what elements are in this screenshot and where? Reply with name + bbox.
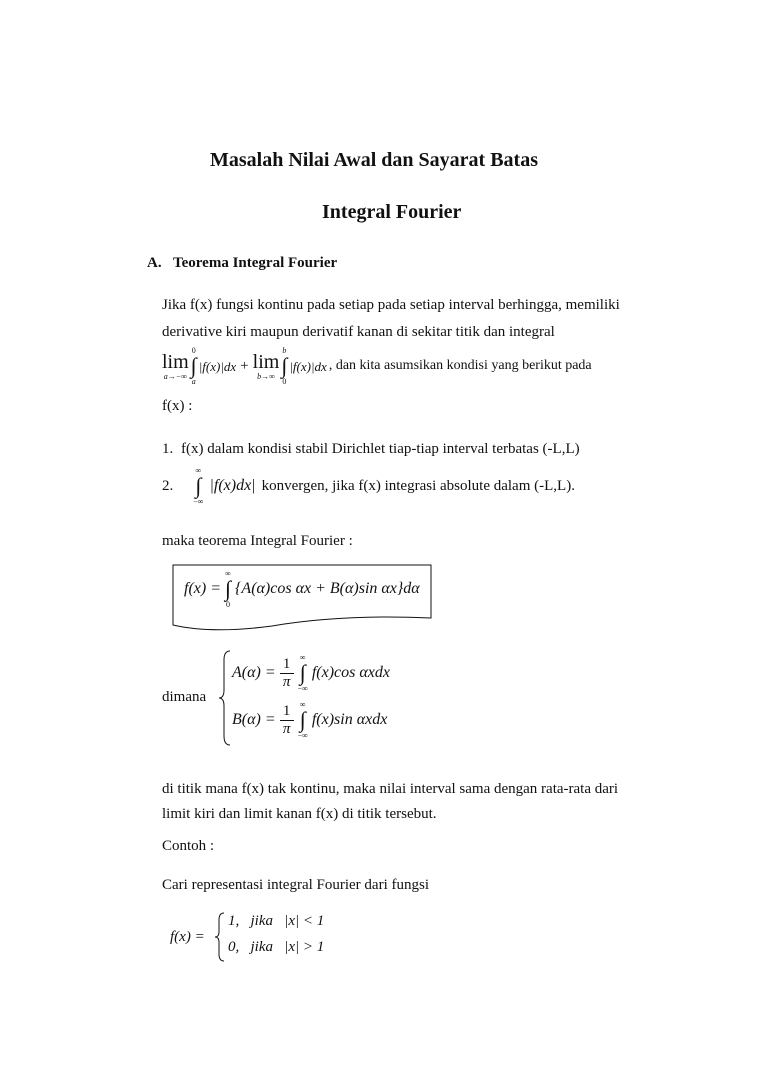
fraction-num: 1 [282, 702, 291, 719]
integral-sign: ∫ [225, 576, 232, 601]
fraction-num: 1 [282, 655, 291, 672]
integral-upper: ∞ [195, 466, 202, 475]
limit-block [162, 352, 189, 381]
piecewise-case-2: 0, jika |x| > 1 [228, 939, 325, 955]
integral-lower: 0 [226, 600, 231, 609]
limit-block [253, 352, 280, 381]
condition-text: konvergen, jika f(x) integrasi absolute dalam (-L,L). [261, 477, 575, 494]
contoh-label: Contoh : [162, 838, 215, 854]
coef-a-rhs: f(x)cos αxdx [311, 664, 390, 681]
section-heading: Teorema Integral Fourier [173, 255, 338, 271]
limit-integral-expression [162, 346, 592, 386]
piecewise-lhs: f(x) = [170, 929, 205, 945]
fraction-den: π [282, 720, 291, 737]
section-marker: A. [147, 255, 162, 271]
lim-text: lim [252, 350, 280, 373]
fraction [280, 657, 294, 690]
condition-text: f(x) dalam kondisi stabil Dirichlet tiap-tiap interval terbatas (-L,L) [181, 441, 580, 457]
paragraph-text: , dan kita asumsikan kondisi yang berikut pada [328, 358, 592, 373]
integral-upper: ∞ [299, 700, 306, 709]
coef-a-lhs: A(α) = [232, 664, 276, 681]
integral-upper: b [282, 346, 287, 355]
integral-block [298, 700, 308, 740]
integral-lower: 0 [282, 377, 287, 386]
coef-b-lhs: B(α) = [232, 711, 276, 728]
plus-sign: + [240, 357, 249, 374]
coef-b-formula [232, 700, 387, 740]
integral-block [191, 346, 197, 386]
paragraph-line: limit kiri dan limit kanan f(x) di titik tersebut. [162, 806, 437, 822]
integral-block [281, 346, 287, 386]
integral-block [193, 466, 203, 506]
integral-upper: 0 [191, 346, 196, 355]
task-text: Cari representasi integral Fourier dari fungsi [162, 877, 429, 893]
integral-lower: −∞ [193, 497, 204, 506]
dimana-label: dimana [162, 689, 207, 705]
piecewise-case-1: 1, jika |x| < 1 [228, 913, 325, 929]
fraction [280, 704, 294, 737]
integral-block [298, 653, 308, 693]
condition-2 [162, 466, 575, 506]
paragraph-line: f(x) : [162, 398, 193, 414]
integrand: |f(x)|dx [289, 358, 327, 374]
theorem-formula [184, 569, 420, 609]
left-brace [214, 912, 226, 962]
integral-sign: ∫ [195, 473, 202, 498]
coef-b-rhs: f(x)sin αxdx [311, 711, 388, 728]
integral-lower: −∞ [297, 731, 308, 740]
fraction-den: π [282, 673, 291, 690]
condition-number: 1. [162, 441, 174, 457]
integral-sign: ∫ [299, 707, 306, 732]
integral-upper: ∞ [299, 653, 306, 662]
theorem-rhs: {A(α)cos αx + B(α)sin αx}dα [235, 580, 420, 597]
integral-lower: a [191, 377, 196, 386]
integrand: |f(x)|dx [198, 358, 237, 374]
integral-sign: ∫ [190, 353, 197, 378]
condition-number: 2. [162, 477, 174, 494]
lim-subscript: a→−∞ [163, 371, 187, 381]
integral-block [225, 569, 231, 609]
lim-subscript: b→∞ [257, 371, 275, 381]
paragraph-line: di titik mana f(x) tak kontinu, maka nilai interval sama dengan rata-rata dari [162, 781, 619, 797]
left-brace [218, 650, 232, 746]
paragraph-line: Jika f(x) fungsi kontinu pada setiap pada setiap interval berhingga, memiliki [162, 297, 620, 313]
integral-sign: ∫ [281, 353, 288, 378]
lim-text: lim [162, 350, 189, 373]
coef-a-formula [232, 653, 390, 693]
integral-sign: ∫ [299, 660, 306, 685]
theorem-lhs: f(x) = [184, 580, 221, 597]
document-subtitle: Integral Fourier [322, 201, 462, 223]
paragraph-line: derivative kiri maupun derivatif kanan di sekitar titik dan integral [162, 324, 555, 340]
integral-lower: −∞ [297, 684, 308, 693]
paragraph-line: maka teorema Integral Fourier : [162, 533, 353, 549]
integral-upper: ∞ [225, 569, 231, 578]
integrand: |f(x)dx| [209, 477, 256, 494]
document-title: Masalah Nilai Awal dan Sayarat Batas [210, 149, 538, 171]
